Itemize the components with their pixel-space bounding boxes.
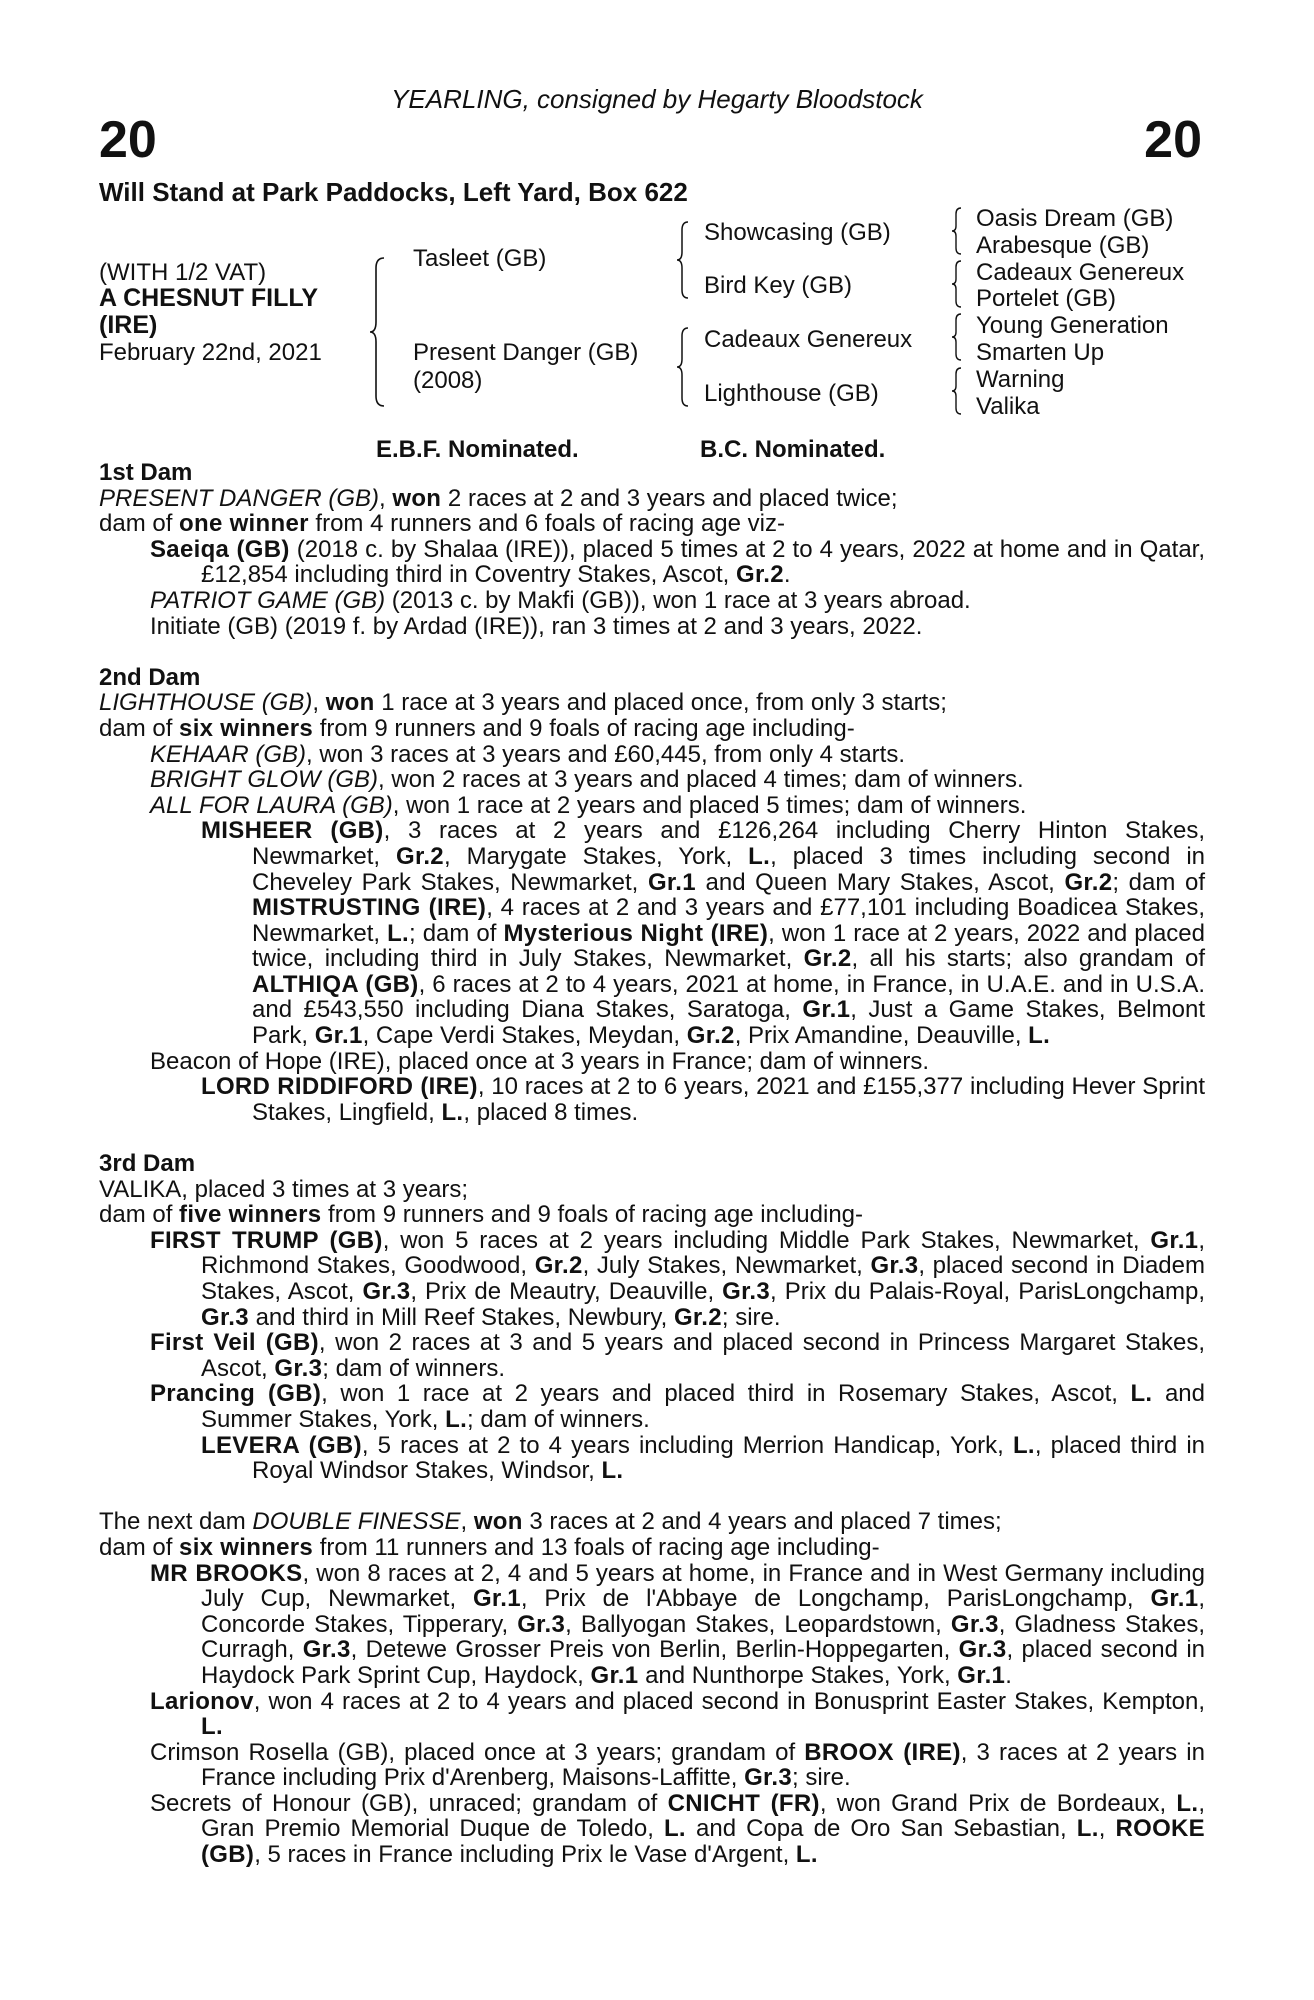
- pedigree-brace-g3: [950, 312, 964, 362]
- produce-entry: ALL FOR LAURA (GB), won 1 race at 2 years and placed 5 times; dam of winners.: [150, 791, 1027, 819]
- produce-entry: PATRIOT GAME (GB) (2013 c. by Makfi (GB)), won 1 race at 3 years abroad.: [150, 586, 971, 614]
- first-dam-line: dam of one winner from 4 runners and 6 foals of racing age viz-: [99, 510, 785, 538]
- produce-entry: MR BROOKS, won 8 races at 2, 4 and 5 years at home, in France and in West Germany including July Cup, Newmarket, Gr.1, Prix de l'Abbaye de Longchamp, ParisLongchamp, Gr.1, Concorde Stakes, Tipperary, Gr.3, Ballyogan Stakes, Leopardstown, Gr.3, Gladness Stakes, Curragh, Gr.3, Detewe Grosser Preis von Berlin, Berlin-Hoppegarten, Gr.3, placed second in Haydock Park Sprint Cup, Haydock, Gr.1 and Nunthorpe Stakes, York, Gr.1.: [150, 1559, 1206, 1689]
- next-dam-line: dam of six winners from 11 runners and 13 foals of racing age including-: [99, 1533, 880, 1561]
- produce-entry: Beacon of Hope (IRE), placed once at 3 years in France; dam of winners.: [150, 1047, 930, 1075]
- produce-entry: Prancing (GB), won 1 race at 2 years and placed third in Rosemary Stakes, Ascot, L. and Summer Stakes, York, L.; dam of winners.: [150, 1380, 1205, 1433]
- pedigree-brace-g2: [950, 259, 964, 309]
- pedigree-brace-main: [368, 256, 388, 408]
- sire-name: Tasleet (GB): [413, 245, 547, 272]
- consignor-line: YEARLING, consigned by Hegarty Bloodstock: [391, 84, 923, 114]
- sire-sire: Showcasing (GB): [704, 219, 891, 246]
- sire-dam: Bird Key (GB): [704, 272, 853, 299]
- produce-entry: Crimson Rosella (GB), placed once at 3 years; grandam of BROOX (IRE), 3 races at 2 years in France including Prix d'Arenberg, Maisons-Laffitte, Gr.3; sire.: [150, 1738, 1205, 1792]
- pedigree-brace-dam: [675, 326, 691, 408]
- ancestor-5: Young Generation: [976, 312, 1169, 339]
- third-dam-heading: 3rd Dam: [99, 1150, 196, 1178]
- dam-dam: Lighthouse (GB): [704, 380, 879, 407]
- pedigree-brace-sire: [675, 220, 691, 300]
- third-dam-line: VALIKA, placed 3 times at 3 years;: [99, 1175, 469, 1203]
- second-dam-heading: 2nd Dam: [99, 663, 201, 691]
- dam-year: (2008): [413, 367, 483, 394]
- ancestor-8: Valika: [976, 393, 1040, 420]
- produce-entry: MISHEER (GB), 3 races at 2 years and £126,264 including Cherry Hinton Stakes, Newmarket, Gr.2, Marygate Stakes, York, L., placed 3 times including second in Cheveley Park Stakes, Newmarket, Gr.1 and Queen Mary Stakes, Ascot, Gr.2; dam of MISTRUSTING (IRE), 4 races at 2 and 3 years and £77,101 including Boadicea Stakes, Newmarket, L.; dam of Mysterious Night (IRE), won 1 race at 2 years, 2022 and placed twice, including third in July Stakes, Newmarket, Gr.2, all his starts; also grandam of ALTHIQA (GB), 6 races at 2 to 4 years, 2021 at home, in France, in U.A.E. and in U.S.A. and £543,550 including Diana Stakes, Saratoga, Gr.1, Just a Game Stakes, Belmont Park, Gr.1, Cape Verdi Stakes, Meydan, Gr.2, Prix Amandine, Deauville, L.: [201, 817, 1206, 1050]
- third-dam-line: dam of five winners from 9 runners and 9 foals of racing age including-: [99, 1201, 864, 1229]
- produce-entry: KEHAAR (GB), won 3 races at 3 years and £60,445, from only 4 starts.: [150, 740, 906, 768]
- lot-number-right: 20: [1144, 111, 1202, 169]
- dam-name: Present Danger (GB): [413, 339, 639, 366]
- catalogue-body: [99, 460, 1205, 1868]
- second-dam-line: dam of six winners from 9 runners and 9 foals of racing age including-: [99, 714, 855, 742]
- next-dam-line: The next dam DOUBLE FINESSE, won 3 races at 2 and 4 years and placed 7 times;: [99, 1508, 1002, 1536]
- foaling-date: February 22nd, 2021: [99, 339, 322, 366]
- produce-entry: FIRST TRUMP (GB), won 5 races at 2 years including Middle Park Stakes, Newmarket, Gr.1, Richmond Stakes, Goodwood, Gr.2, July Stakes, Newmarket, Gr.3, placed second in Diadem Stakes, Ascot, Gr.3, Prix de Meautry, Deauville, Gr.3, Prix du Palais-Royal, ParisLongchamp, Gr.3 and third in Mill Reef Stakes, Newbury, Gr.2; sire.: [150, 1226, 1205, 1331]
- stand-location: Will Stand at Park Paddocks, Left Yard, Box 622: [99, 177, 688, 207]
- horse-origin: (IRE): [99, 311, 158, 339]
- produce-entry: Saeiqa (GB) (2018 c. by Shalaa (IRE)), placed 5 times at 2 to 4 years, 2022 at home and in Qatar, £12,854 including third in Coventry Stakes, Ascot, Gr.2.: [150, 535, 1205, 589]
- produce-entry: LORD RIDDIFORD (IRE), 10 races at 2 to 6 years, 2021 and £155,377 including Hever Sprint Stakes, Lingfield, L., placed 8 times.: [201, 1073, 1205, 1126]
- produce-entry: Larionov, won 4 races at 2 to 4 years and placed second in Bonusprint Easter Stakes, Kempton, L.: [150, 1687, 1205, 1741]
- bc-nominated: B.C. Nominated.: [700, 436, 886, 463]
- produce-entry: First Veil (GB), won 2 races at 3 and 5 years and placed second in Princess Margaret Stakes, Ascot, Gr.3; dam of winners.: [150, 1329, 1205, 1382]
- ancestor-6: Smarten Up: [976, 339, 1105, 366]
- second-dam-line: LIGHTHOUSE (GB), won 1 race at 3 years and placed once, from only 3 starts;: [99, 689, 947, 717]
- ancestor-3: Cadeaux Genereux: [976, 259, 1185, 286]
- first-dam-line: PRESENT DANGER (GB), won 2 races at 2 and 3 years and placed twice;: [99, 484, 898, 512]
- produce-entry: Initiate (GB) (2019 f. by Ardad (IRE)), ran 3 times at 2 and 3 years, 2022.: [150, 612, 923, 640]
- pedigree-brace-g4: [950, 366, 964, 416]
- first-dam-heading: 1st Dam: [99, 459, 193, 486]
- vat-note: (WITH 1/2 VAT): [99, 259, 267, 286]
- lot-number-left: 20: [99, 111, 157, 169]
- produce-entry: LEVERA (GB), 5 races at 2 to 4 years including Merrion Handicap, York, L., placed third in Royal Windsor Stakes, Windsor, L.: [201, 1431, 1206, 1485]
- pedigree-brace-g1: [950, 206, 964, 256]
- ancestor-1: Oasis Dream (GB): [976, 205, 1174, 232]
- produce-entry: BRIGHT GLOW (GB), won 2 races at 3 years and placed 4 times; dam of winners.: [150, 766, 1024, 794]
- horse-name: A CHESNUT FILLY: [99, 284, 318, 312]
- ebf-nominated: E.B.F. Nominated.: [376, 436, 579, 463]
- dam-sire: Cadeaux Genereux: [704, 326, 913, 353]
- ancestor-7: Warning: [976, 366, 1065, 393]
- ancestor-2: Arabesque (GB): [976, 232, 1150, 259]
- produce-entry: Secrets of Honour (GB), unraced; grandam of CNICHT (FR), won Grand Prix de Bordeaux, L., Gran Premio Memorial Duque de Toledo, L. and Copa de Oro San Sebastian, L., ROOKE (GB), 5 races in France including Prix le Vase d'Argent, L.: [150, 1789, 1206, 1869]
- ancestor-4: Portelet (GB): [976, 285, 1117, 312]
